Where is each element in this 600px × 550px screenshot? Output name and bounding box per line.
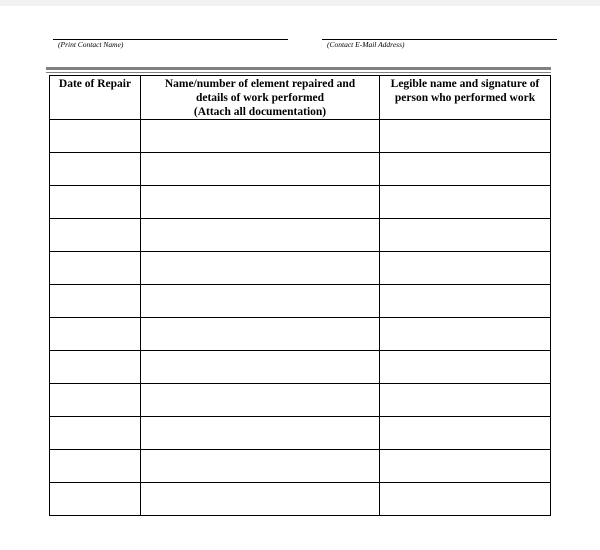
- element-details-cell[interactable]: [141, 384, 380, 417]
- performer-signature-cell[interactable]: [380, 318, 551, 351]
- header-line: details of work performed: [195, 92, 325, 104]
- table-row: [50, 186, 551, 219]
- table-row: [50, 153, 551, 186]
- header-line: Legible name and signature of: [390, 78, 540, 90]
- performer-signature-cell[interactable]: [380, 384, 551, 417]
- element-details-cell[interactable]: [141, 318, 380, 351]
- element-details-cell[interactable]: [141, 351, 380, 384]
- element-details-cell[interactable]: [141, 417, 380, 450]
- section-divider-thick: [46, 67, 551, 70]
- header-line: (Attach all documentation): [193, 106, 327, 118]
- table-row: [50, 417, 551, 450]
- header-performed-by: [380, 76, 551, 120]
- header-date-of-repair: [50, 76, 141, 120]
- date-cell[interactable]: [50, 450, 141, 483]
- table-row: [50, 219, 551, 252]
- element-details-cell[interactable]: [141, 219, 380, 252]
- header-element-repaired: [141, 76, 380, 120]
- date-cell[interactable]: [50, 120, 141, 153]
- top-band: [0, 0, 600, 6]
- table-body: [50, 120, 551, 516]
- date-cell[interactable]: [50, 153, 141, 186]
- header-line: Name/number of element repaired and: [164, 78, 356, 90]
- table-row: [50, 483, 551, 516]
- performer-signature-cell[interactable]: [380, 186, 551, 219]
- element-details-cell[interactable]: [141, 450, 380, 483]
- table-row: [50, 384, 551, 417]
- contact-name-caption: (Print Contact Name): [58, 40, 124, 49]
- header-line: Date of Repair: [58, 78, 132, 90]
- date-cell[interactable]: [50, 219, 141, 252]
- table-row: [50, 120, 551, 153]
- performer-signature-cell[interactable]: [380, 153, 551, 186]
- date-cell[interactable]: [50, 483, 141, 516]
- element-details-cell[interactable]: [141, 153, 380, 186]
- performer-signature-cell[interactable]: [380, 120, 551, 153]
- date-cell[interactable]: [50, 252, 141, 285]
- date-cell[interactable]: [50, 318, 141, 351]
- element-details-cell[interactable]: [141, 252, 380, 285]
- table-row: [50, 450, 551, 483]
- date-cell[interactable]: [50, 351, 141, 384]
- performer-signature-cell[interactable]: [380, 450, 551, 483]
- element-details-cell[interactable]: [141, 120, 380, 153]
- date-cell[interactable]: [50, 417, 141, 450]
- contact-email-caption: (Contact E-Mail Address): [327, 40, 405, 49]
- table-header-row: [50, 76, 551, 120]
- date-cell[interactable]: [50, 384, 141, 417]
- performer-signature-cell[interactable]: [380, 219, 551, 252]
- element-details-cell[interactable]: [141, 483, 380, 516]
- table-row: [50, 285, 551, 318]
- section-divider-thin: [46, 72, 551, 73]
- table-row: [50, 351, 551, 384]
- element-details-cell[interactable]: [141, 285, 380, 318]
- date-cell[interactable]: [50, 186, 141, 219]
- table-row: [50, 318, 551, 351]
- performer-signature-cell[interactable]: [380, 351, 551, 384]
- performer-signature-cell[interactable]: [380, 285, 551, 318]
- header-line: person who performed work: [394, 92, 536, 104]
- repair-log-table: [49, 75, 551, 516]
- element-details-cell[interactable]: [141, 186, 380, 219]
- table-row: [50, 252, 551, 285]
- date-cell[interactable]: [50, 285, 141, 318]
- performer-signature-cell[interactable]: [380, 483, 551, 516]
- performer-signature-cell[interactable]: [380, 417, 551, 450]
- performer-signature-cell[interactable]: [380, 252, 551, 285]
